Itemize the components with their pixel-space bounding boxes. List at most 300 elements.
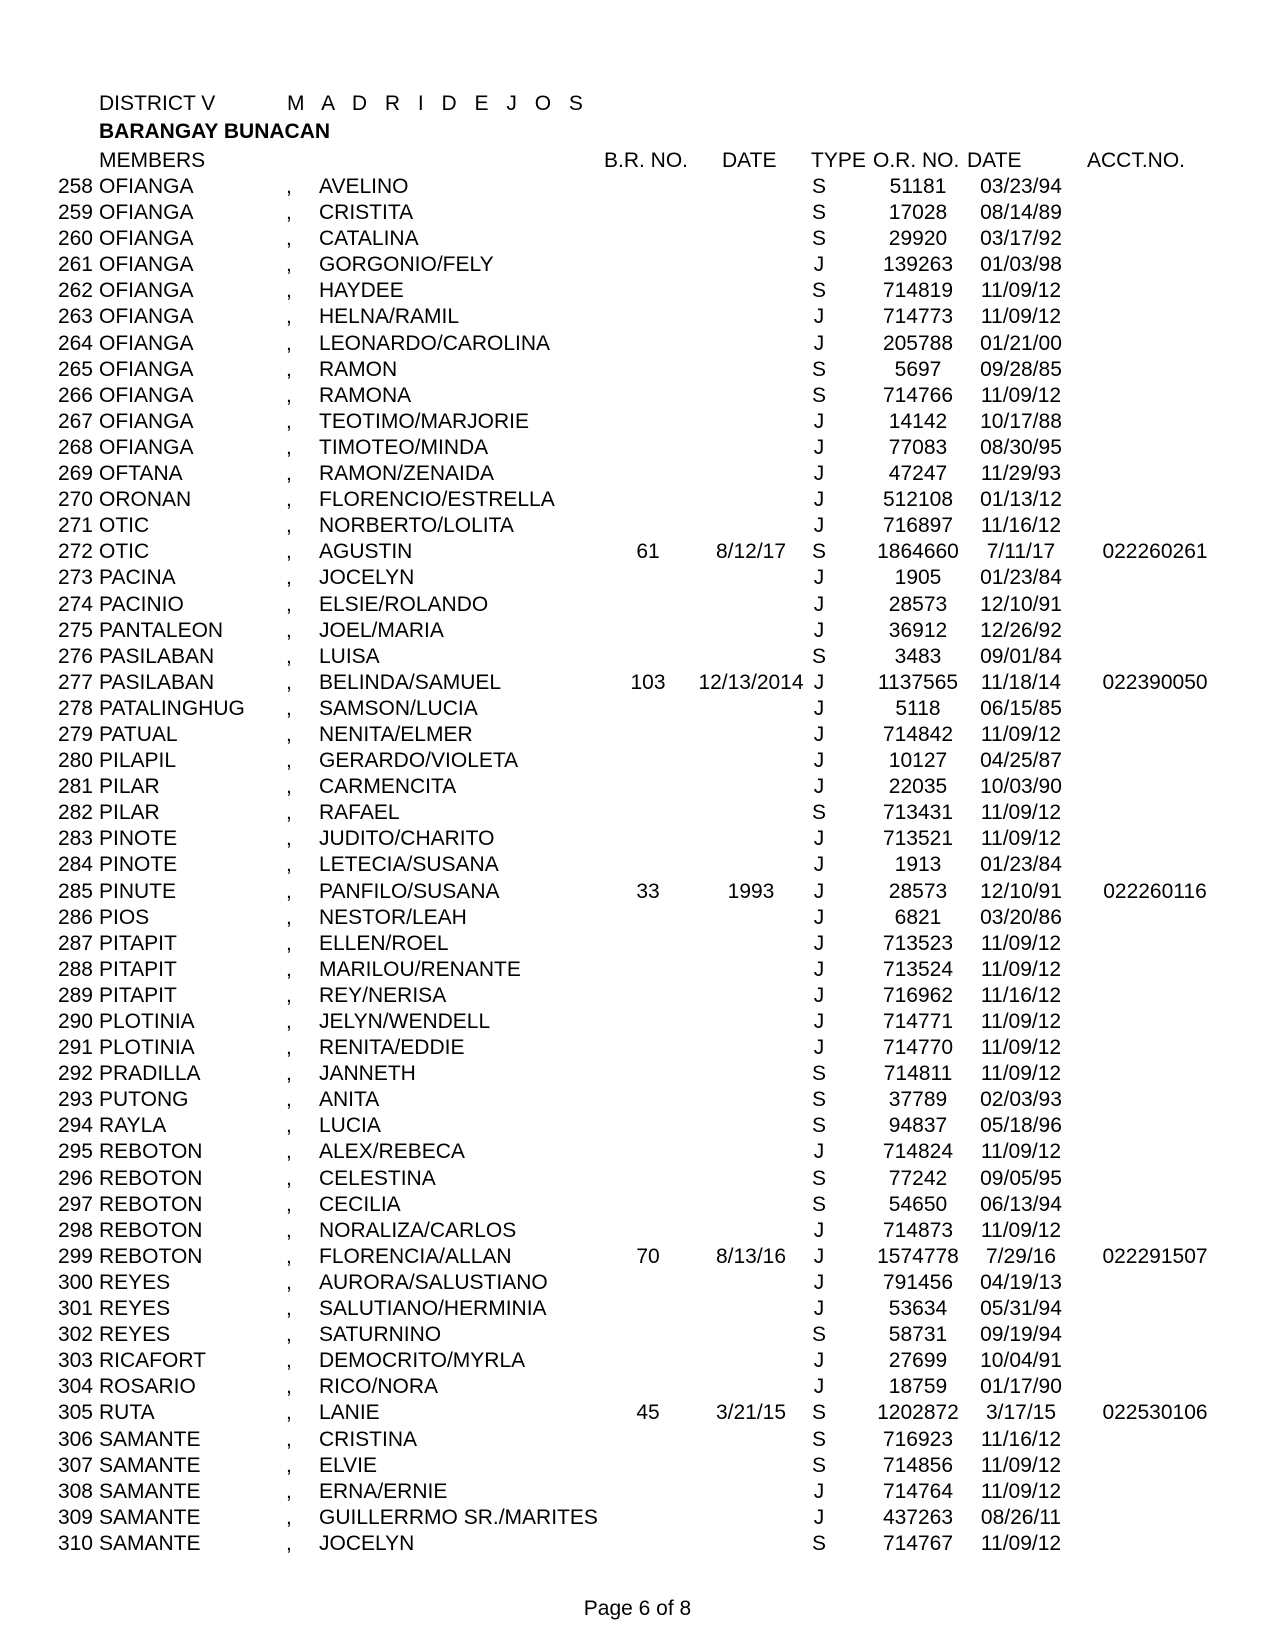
row-number: 299: [57, 1244, 93, 1268]
or-date: 01/23/84: [980, 566, 1062, 590]
member-given-names: TIMOTEO/MINDA: [319, 435, 489, 459]
table-row: [0, 723, 1275, 749]
or-number: 714764: [882, 1479, 954, 1503]
membership-type: J: [813, 305, 825, 329]
table-row: [0, 305, 1275, 331]
row-number: 309: [57, 1505, 93, 1529]
membership-type: J: [813, 1479, 825, 1503]
row-number: 280: [57, 749, 93, 773]
name-separator: ,: [286, 801, 292, 825]
or-number: 37789: [888, 1088, 948, 1112]
table-row: [0, 1454, 1275, 1480]
membership-type: J: [813, 853, 825, 877]
member-given-names: AVELINO: [319, 175, 409, 198]
membership-type: S: [811, 1062, 826, 1086]
member-surname: OFIANGA: [99, 201, 194, 225]
members-table: [0, 175, 1275, 1558]
member-surname: REBOTON: [99, 1192, 203, 1216]
account-number: 022260116: [1103, 879, 1207, 903]
row-number: 269: [57, 462, 93, 486]
or-date: 12/10/91: [980, 879, 1062, 903]
name-separator: ,: [286, 514, 292, 538]
or-number: 714771: [882, 1010, 954, 1033]
or-date: 10/17/88: [980, 409, 1062, 433]
name-separator: ,: [286, 1375, 292, 1399]
or-date: 06/15/85: [980, 696, 1062, 720]
or-number: 716923: [882, 1427, 954, 1451]
or-number: 713521: [882, 827, 954, 851]
or-number: 714773: [882, 305, 954, 329]
or-number: 437263: [882, 1505, 954, 1529]
table-row: [0, 671, 1275, 697]
member-given-names: RICO/NORA: [319, 1375, 439, 1399]
row-number: 276: [57, 644, 93, 668]
member-surname: PILAPIL: [99, 749, 177, 773]
member-given-names: RAFAEL: [319, 801, 400, 825]
row-number: 287: [57, 931, 93, 955]
member-surname: ROSARIO: [99, 1375, 196, 1399]
or-date: 11/09/12: [980, 383, 1062, 407]
member-given-names: LETECIA/SUSANA: [319, 853, 499, 877]
name-separator: ,: [286, 1244, 292, 1268]
member-given-names: BELINDA/SAMUEL: [319, 670, 502, 694]
member-surname: OFIANGA: [99, 357, 194, 381]
member-surname: OTIC: [99, 540, 150, 564]
membership-type: S: [811, 357, 826, 381]
member-surname: OFTANA: [99, 462, 183, 486]
municipality-label: M A D R I D E J O S: [287, 92, 589, 115]
member-surname: REBOTON: [99, 1140, 203, 1164]
name-separator: ,: [286, 566, 292, 590]
row-number: 258: [57, 175, 93, 198]
member-surname: REYES: [99, 1323, 171, 1347]
name-separator: ,: [286, 1531, 292, 1555]
member-given-names: TEOTIMO/MARJORIE: [319, 409, 529, 433]
or-date: 08/30/95: [980, 435, 1062, 459]
membership-type: S: [811, 1453, 826, 1477]
member-surname: OFIANGA: [99, 435, 194, 459]
membership-type: J: [813, 905, 825, 929]
membership-type: J: [813, 983, 825, 1007]
table-row: [0, 1349, 1275, 1375]
or-number: 36912: [888, 618, 948, 642]
table-row: [0, 1245, 1275, 1271]
row-number: 293: [57, 1088, 93, 1112]
or-number: 714824: [882, 1140, 954, 1164]
or-date: 11/09/12: [980, 279, 1062, 303]
member-given-names: RAMON/ZENAIDA: [319, 462, 495, 486]
table-row: [0, 749, 1275, 775]
or-number: 51181: [889, 175, 947, 198]
or-date: 11/09/12: [980, 827, 1062, 851]
table-row: [0, 514, 1275, 540]
or-number: 17028: [888, 201, 948, 225]
or-number: 10127: [888, 749, 948, 773]
column-header-acct-no: ACCT.NO.: [1087, 149, 1186, 172]
name-separator: ,: [286, 1010, 292, 1033]
row-number: 273: [57, 566, 93, 590]
name-separator: ,: [286, 1036, 292, 1060]
or-number: 5697: [894, 357, 942, 381]
or-number: 1913: [894, 853, 942, 877]
or-date: 04/19/13: [980, 1270, 1062, 1294]
name-separator: ,: [286, 1401, 292, 1425]
membership-type: S: [811, 175, 826, 198]
table-row: [0, 384, 1275, 410]
table-row: [0, 332, 1275, 358]
membership-type: J: [813, 409, 825, 433]
row-number: 275: [57, 618, 93, 642]
membership-type: J: [813, 1349, 825, 1373]
row-number: 283: [57, 827, 93, 851]
member-given-names: NESTOR/LEAH: [319, 905, 467, 929]
table-row: [0, 619, 1275, 645]
row-number: 303: [57, 1349, 93, 1373]
name-separator: ,: [286, 1323, 292, 1347]
or-date: 03/23/94: [980, 175, 1062, 198]
member-surname: OFIANGA: [99, 331, 194, 355]
or-number: 58731: [888, 1323, 948, 1347]
or-date: 08/14/89: [980, 201, 1062, 225]
br-number: 45: [636, 1401, 660, 1425]
or-number: 54650: [888, 1192, 948, 1216]
membership-type: J: [813, 931, 825, 955]
member-surname: PIOS: [99, 905, 150, 929]
or-date: 11/16/12: [980, 983, 1062, 1007]
or-number: 22035: [888, 775, 948, 799]
member-given-names: HAYDEE: [319, 279, 404, 303]
membership-type: J: [813, 435, 825, 459]
account-number: 022530106: [1102, 1401, 1208, 1425]
or-date: 05/18/96: [980, 1114, 1062, 1138]
row-number: 298: [57, 1218, 93, 1242]
member-given-names: LEONARDO/CAROLINA: [319, 331, 551, 355]
name-separator: ,: [286, 1297, 292, 1321]
membership-type: J: [813, 879, 825, 903]
member-surname: PLOTINIA: [99, 1010, 195, 1033]
table-row: [0, 880, 1275, 906]
row-number: 270: [57, 488, 93, 512]
member-given-names: REY/NERISA: [319, 983, 447, 1007]
member-surname: OFIANGA: [99, 409, 194, 433]
row-number: 266: [57, 383, 93, 407]
member-surname: SAMANTE: [99, 1453, 201, 1477]
member-surname: RAYLA: [99, 1114, 167, 1138]
member-given-names: NORALIZA/CARLOS: [319, 1218, 517, 1242]
member-surname: PANTALEON: [99, 618, 224, 642]
or-number: 3483: [894, 644, 942, 668]
name-separator: ,: [286, 1088, 292, 1112]
or-date: 7/11/17: [986, 540, 1056, 564]
or-date: 03/20/86: [980, 905, 1062, 929]
name-separator: ,: [286, 279, 292, 303]
member-surname: OTIC: [99, 514, 150, 538]
row-number: 278: [57, 696, 93, 720]
br-number: 70: [636, 1244, 660, 1268]
name-separator: ,: [286, 540, 292, 564]
column-header-type: TYPE: [811, 149, 866, 172]
account-number: 022291507: [1102, 1244, 1208, 1268]
row-number: 306: [57, 1427, 93, 1451]
member-surname: OFIANGA: [99, 305, 194, 329]
row-number: 304: [57, 1375, 93, 1399]
member-given-names: ELVIE: [319, 1453, 377, 1477]
name-separator: ,: [286, 1349, 292, 1373]
name-separator: ,: [286, 1453, 292, 1477]
name-separator: ,: [286, 1140, 292, 1164]
member-given-names: ELSIE/ROLANDO: [319, 592, 489, 616]
or-number: 714766: [882, 383, 954, 407]
or-date: 11/29/93: [980, 462, 1062, 486]
membership-type: J: [813, 1036, 825, 1060]
or-date: 11/09/12: [980, 1036, 1062, 1060]
br-date: 3/21/15: [715, 1401, 787, 1425]
name-separator: ,: [286, 1166, 292, 1190]
table-row: [0, 566, 1275, 592]
membership-type: J: [813, 592, 825, 616]
table-row: [0, 1140, 1275, 1166]
account-number: 022260261: [1102, 540, 1208, 564]
or-date: 09/01/84: [980, 644, 1062, 668]
or-number: 714770: [882, 1036, 954, 1060]
table-row: [0, 697, 1275, 723]
table-row: [0, 645, 1275, 671]
table-row: [0, 775, 1275, 801]
member-surname: SAMANTE: [99, 1505, 201, 1529]
member-given-names: GORGONIO/FELY: [319, 253, 494, 277]
or-date: 10/03/90: [980, 775, 1062, 799]
member-surname: PITAPIT: [99, 931, 177, 955]
member-surname: PILAR: [99, 775, 160, 799]
or-date: 11/09/12: [980, 305, 1062, 329]
membership-type: J: [813, 462, 825, 486]
or-number: 791456: [882, 1270, 954, 1294]
or-date: 06/13/94: [980, 1192, 1062, 1216]
member-given-names: ERNA/ERNIE: [319, 1479, 448, 1503]
membership-type: S: [811, 540, 826, 564]
member-given-names: JELYN/WENDELL: [319, 1010, 491, 1033]
member-surname: PINUTE: [99, 879, 177, 903]
table-row: [0, 1506, 1275, 1532]
row-number: 297: [57, 1192, 93, 1216]
name-separator: ,: [286, 435, 292, 459]
or-date: 05/31/94: [980, 1297, 1062, 1321]
table-row: [0, 540, 1275, 566]
table-row: [0, 358, 1275, 384]
or-number: 714819: [882, 279, 954, 303]
member-given-names: CELESTINA: [319, 1166, 436, 1190]
member-given-names: LUCIA: [319, 1114, 381, 1138]
member-given-names: ANITA: [319, 1088, 380, 1112]
br-date: 8/13/16: [715, 1244, 787, 1268]
or-number: 14142: [888, 409, 948, 433]
or-number: 77083: [888, 435, 948, 459]
table-row: [0, 593, 1275, 619]
member-given-names: CECILIA: [319, 1192, 401, 1216]
or-number: 716897: [882, 514, 954, 538]
row-number: 302: [57, 1323, 93, 1347]
or-number: 5118: [895, 696, 941, 720]
name-separator: ,: [286, 592, 292, 616]
or-number: 714842: [882, 722, 954, 746]
member-given-names: FLORENCIA/ALLAN: [319, 1244, 512, 1268]
member-given-names: RENITA/EDDIE: [319, 1036, 465, 1060]
table-row: [0, 201, 1275, 227]
member-surname: PLOTINIA: [99, 1036, 195, 1060]
or-date: 11/09/12: [980, 1062, 1062, 1086]
name-separator: ,: [286, 722, 292, 746]
member-given-names: NENITA/ELMER: [319, 722, 473, 746]
or-date: 7/29/16: [985, 1244, 1057, 1268]
or-date: 04/25/87: [980, 749, 1062, 773]
row-number: 294: [57, 1114, 93, 1138]
row-number: 305: [57, 1401, 93, 1425]
name-separator: ,: [286, 383, 292, 407]
column-header-members: MEMBERS: [99, 149, 206, 172]
member-given-names: JANNETH: [319, 1062, 416, 1086]
membership-type: J: [813, 670, 825, 694]
name-separator: ,: [286, 175, 292, 198]
or-date: 11/09/12: [980, 722, 1062, 746]
or-number: 714811: [883, 1062, 953, 1086]
table-row: [0, 1062, 1275, 1088]
member-given-names: SALUTIANO/HERMINIA: [319, 1297, 547, 1321]
br-date: 12/13/2014: [698, 670, 804, 694]
membership-type: J: [813, 1270, 825, 1294]
member-surname: PRADILLA: [99, 1062, 201, 1086]
table-row: [0, 1036, 1275, 1062]
member-given-names: PANFILO/SUSANA: [319, 879, 500, 903]
membership-type: J: [813, 1010, 825, 1033]
name-separator: ,: [286, 670, 292, 694]
member-surname: PASILABAN: [99, 670, 215, 694]
or-date: 11/09/12: [980, 957, 1062, 981]
membership-type: J: [813, 749, 825, 773]
row-number: 282: [57, 801, 93, 825]
table-row: [0, 853, 1275, 879]
name-separator: ,: [286, 749, 292, 773]
member-given-names: RAMONA: [319, 383, 412, 407]
membership-type: S: [811, 1088, 826, 1112]
table-row: [0, 227, 1275, 253]
table-row: [0, 1297, 1275, 1323]
member-surname: RICAFORT: [99, 1349, 206, 1373]
name-separator: ,: [286, 305, 292, 329]
table-row: [0, 932, 1275, 958]
table-row: [0, 1532, 1275, 1558]
row-number: 267: [57, 409, 93, 433]
name-separator: ,: [286, 1427, 292, 1451]
member-surname: SAMANTE: [99, 1427, 201, 1451]
row-number: 277: [57, 670, 93, 694]
or-date: 11/16/12: [980, 1427, 1062, 1451]
member-given-names: GUILLERRMO SR./MARITES: [319, 1505, 598, 1529]
membership-type: J: [813, 566, 825, 590]
row-number: 288: [57, 957, 93, 981]
membership-type: J: [813, 1218, 825, 1242]
name-separator: ,: [286, 1479, 292, 1503]
member-surname: PACINA: [99, 566, 176, 590]
member-given-names: JOCELYN: [319, 566, 415, 590]
table-row: [0, 1271, 1275, 1297]
or-number: 29920: [888, 227, 948, 251]
row-number: 289: [57, 983, 93, 1007]
member-surname: SAMANTE: [99, 1479, 201, 1503]
member-surname: REYES: [99, 1297, 171, 1321]
or-date: 02/03/93: [980, 1088, 1062, 1112]
or-number: 714873: [882, 1218, 954, 1242]
table-row: [0, 1010, 1275, 1036]
membership-type: J: [813, 618, 825, 642]
membership-type: J: [813, 331, 825, 355]
row-number: 291: [57, 1036, 93, 1060]
table-row: [0, 1114, 1275, 1140]
table-row: [0, 175, 1275, 201]
membership-type: J: [813, 1297, 825, 1321]
or-date: 11/09/12: [980, 801, 1062, 825]
name-separator: ,: [286, 357, 292, 381]
membership-type: S: [811, 801, 826, 825]
table-row: [0, 1401, 1275, 1427]
membership-type: S: [811, 1166, 826, 1190]
member-given-names: AGUSTIN: [319, 540, 413, 564]
membership-type: J: [813, 827, 825, 851]
or-number: 1137565: [877, 670, 959, 694]
br-number: 33: [636, 879, 660, 903]
member-surname: PINOTE: [99, 853, 178, 877]
member-given-names: NORBERTO/LOLITA: [319, 514, 514, 538]
table-row: [0, 1375, 1275, 1401]
barangay-title: BARANGAY BUNACAN: [99, 120, 331, 143]
member-given-names: SAMSON/LUCIA: [319, 696, 478, 720]
member-surname: REBOTON: [99, 1218, 203, 1242]
membership-type: S: [811, 383, 826, 407]
table-row: [0, 1323, 1275, 1349]
name-separator: ,: [286, 331, 292, 355]
or-number: 713524: [882, 957, 954, 981]
table-row: [0, 410, 1275, 436]
member-given-names: HELNA/RAMIL: [319, 305, 460, 329]
or-number: 6821: [894, 905, 942, 929]
or-date: 09/19/94: [980, 1323, 1062, 1347]
name-separator: ,: [286, 879, 292, 903]
row-number: 279: [57, 722, 93, 746]
row-number: 259: [57, 201, 93, 225]
name-separator: ,: [286, 644, 292, 668]
table-row: [0, 984, 1275, 1010]
membership-type: S: [811, 1323, 826, 1347]
row-number: 301: [57, 1297, 93, 1321]
member-given-names: CATALINA: [319, 227, 419, 251]
account-number: 022390050: [1102, 670, 1208, 694]
name-separator: ,: [286, 1218, 292, 1242]
table-row: [0, 279, 1275, 305]
membership-type: J: [813, 1375, 825, 1399]
table-row: [0, 1167, 1275, 1193]
member-surname: PATALINGHUG: [99, 696, 245, 720]
or-number: 714767: [882, 1531, 954, 1555]
name-separator: ,: [286, 488, 292, 512]
member-given-names: LUISA: [319, 644, 380, 668]
table-row: [0, 488, 1275, 514]
membership-type: S: [811, 1192, 826, 1216]
or-date: 11/09/12: [980, 1140, 1062, 1164]
row-number: 284: [57, 853, 93, 877]
table-row: [0, 436, 1275, 462]
membership-type: J: [813, 1244, 825, 1268]
row-number: 286: [57, 905, 93, 929]
name-separator: ,: [286, 409, 292, 433]
